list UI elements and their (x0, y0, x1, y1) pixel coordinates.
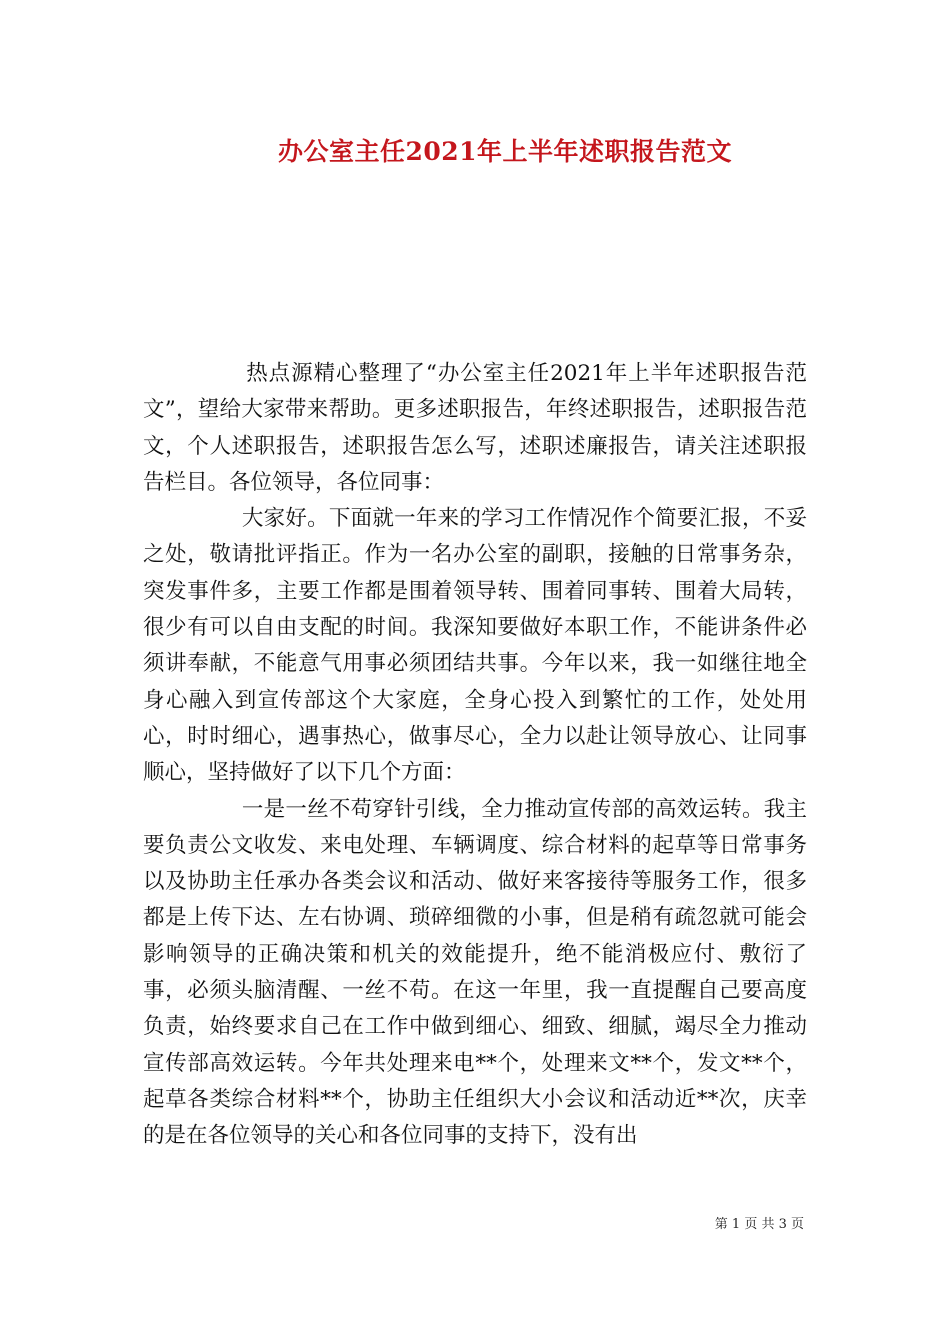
paragraph-point-one: 一是一丝不苟穿针引线，全力推动宣传部的高效运转。我主要负责公文收发、来电处理、车辆调度、综合材料的起草等日常事务以及协助主任承办各类会议和活动、做好来客接待等服务工作，很多都是上传下达、左右协调、琐碎细微的小事，但是稍有疏忽就可能会影响领导的正确决策和机关的效能提升，绝不能消极应付、敷衍了事，必须头脑清醒、一丝不苟。在这一年里，我一直提醒自己要高度负责，始终要求自己在工作中做到细心、细致、细腻，竭尽全力推动宣传部高效运转。今年共处理来电**个，处理来文**个，发文**个，起草各类综合材料**个，协助主任组织大小会议和活动近**次，庆幸的是在各位领导的关心和各位同事的支持下，没有出 (143, 796, 807, 1149)
document-body (143, 356, 807, 1155)
page-number: 第 1 页 共 3 页 (714, 1217, 804, 1232)
document-title: 办公室主任2021年上半年述职报告范文 (277, 137, 733, 166)
paragraph-greeting: 大家好。下面就一年来的学习工作情况作个简要汇报，不妥之处，敬请批评指正。作为一名办公室的副职，接触的日常事务杂，突发事件多，主要工作都是围着领导转、围着同事转、围着大局转，很少有可以自由支配的时间。我深知要做好本职工作，不能讲条件必须讲奉献，不能意气用事必须团结共事。今年以来，我一如继往地全身心融入到宣传部这个大家庭，全身心投入到繁忙的工作，处处用心，时时细心，遇事热心，做事尽心，全力以赴让领导放心、让同事顺心，坚持做好了以下几个方面： (143, 506, 807, 786)
paragraph-intro: 热点源精心整理了“办公室主任2021年上半年述职报告范文”，望给大家带来帮助。更多述职报告，年终述职报告，述职报告范文，个人述职报告，述职报告怎么写，述职述廉报告，请关注述职报告栏目。各位领导，各位同事： (143, 361, 807, 495)
